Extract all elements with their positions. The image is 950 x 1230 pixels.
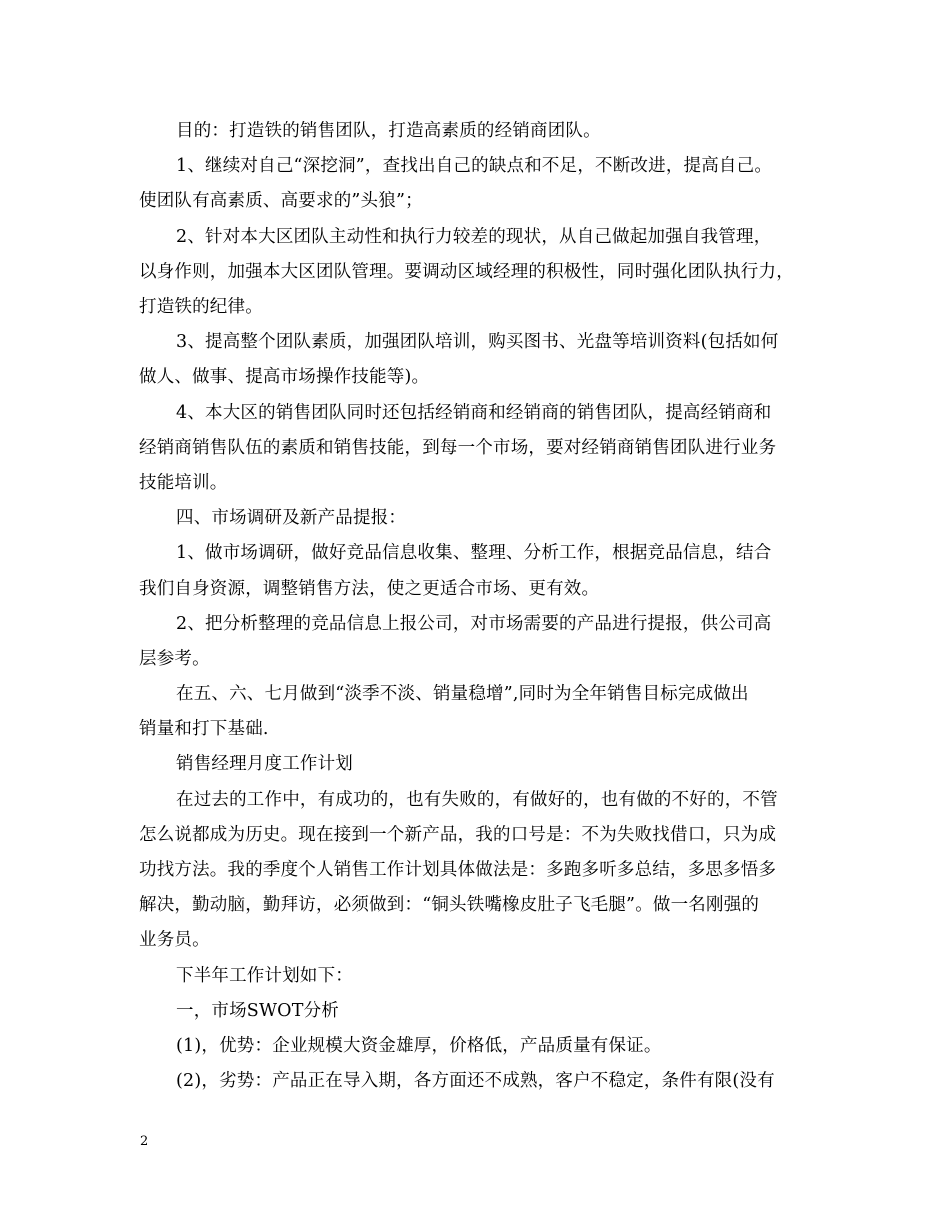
section-heading: 销售经理月度工作计划 [176, 754, 353, 774]
section-heading: 一，市场SWOT分析 [176, 1001, 339, 1021]
text-line: 在五、六、七月做到“淡季不淡、销量稳增”,同时为全年销售目标完成做出 [176, 684, 749, 704]
text-line: 我们自身资源，调整销售方法，使之更适合市场、更有效。 [139, 579, 600, 599]
text-line: 层参考。 [139, 649, 210, 669]
text-line: 1、做市场调研，做好竞品信息收集、整理、分析工作，根据竞品信息，结合 [176, 543, 772, 563]
text-line: 打造铁的纪律。 [139, 297, 263, 317]
text-line: (1)，优势：企业规模大资金雄厚，价格低，产品质量有保证。 [176, 1036, 662, 1056]
text-line: 解决，勤动脑，勤拜访，必须做到：“铜头铁嘴橡皮肚子飞毛腿”。做一名刚强的 [139, 895, 760, 915]
text-line: 4、本大区的销售团队同时还包括经销商和经销商的销售团队，提高经销商和 [176, 403, 772, 423]
text-line: 技能培训。 [139, 473, 228, 493]
text-line: 目的：打造铁的销售团队，打造高素质的经销商团队。 [176, 121, 601, 141]
page-number: 2 [140, 1134, 149, 1149]
section-heading: 四、市场调研及新产品提报： [176, 508, 407, 528]
text-line: 以身作则，加强本大区团队管理。要调动区域经理的积极性，同时强化团队执行力， [139, 262, 794, 282]
text-line: 怎么说都成为历史。现在接到一个新产品，我的口号是：不为失败找借口，只为成 [139, 825, 777, 845]
text-line: 2、针对本大区团队主动性和执行力较差的现状，从自己做起加强自我管理， [176, 227, 772, 247]
text-line: 2、把分析整理的竞品信息上报公司，对市场需要的产品进行提报，供公司高 [176, 614, 772, 634]
text-line: 功找方法。我的季度个人销售工作计划具体做法是：多跑多听多总结，多思多悟多 [139, 860, 777, 880]
text-line: 3、提高整个团队素质，加强团队培训，购买图书、光盘等培训资料(包括如何 [176, 332, 779, 352]
text-line: 经销商销售队伍的素质和销售技能，到每一个市场，要对经销商销售团队进行业务 [139, 438, 777, 458]
text-line: 下半年工作计划如下： [176, 966, 353, 986]
text-line: 销量和打下基础. [139, 719, 269, 739]
text-line: (2)，劣势：产品正在导入期，各方面还不成熟，客户不稳定，条件有限(没有 [176, 1071, 775, 1091]
text-line: 使团队有高素质、高要求的”头狼”； [139, 191, 423, 211]
text-line: 在过去的工作中，有成功的，也有失败的，有做好的，也有做的不好的，不管 [176, 790, 778, 810]
text-line: 业务员。 [139, 930, 210, 950]
text-line: 做人、做事、提高市场操作技能等)。 [139, 367, 430, 387]
text-line: 1、继续对自己“深挖洞”，查找出自己的缺点和不足，不断改进，提高自己。 [176, 156, 773, 176]
